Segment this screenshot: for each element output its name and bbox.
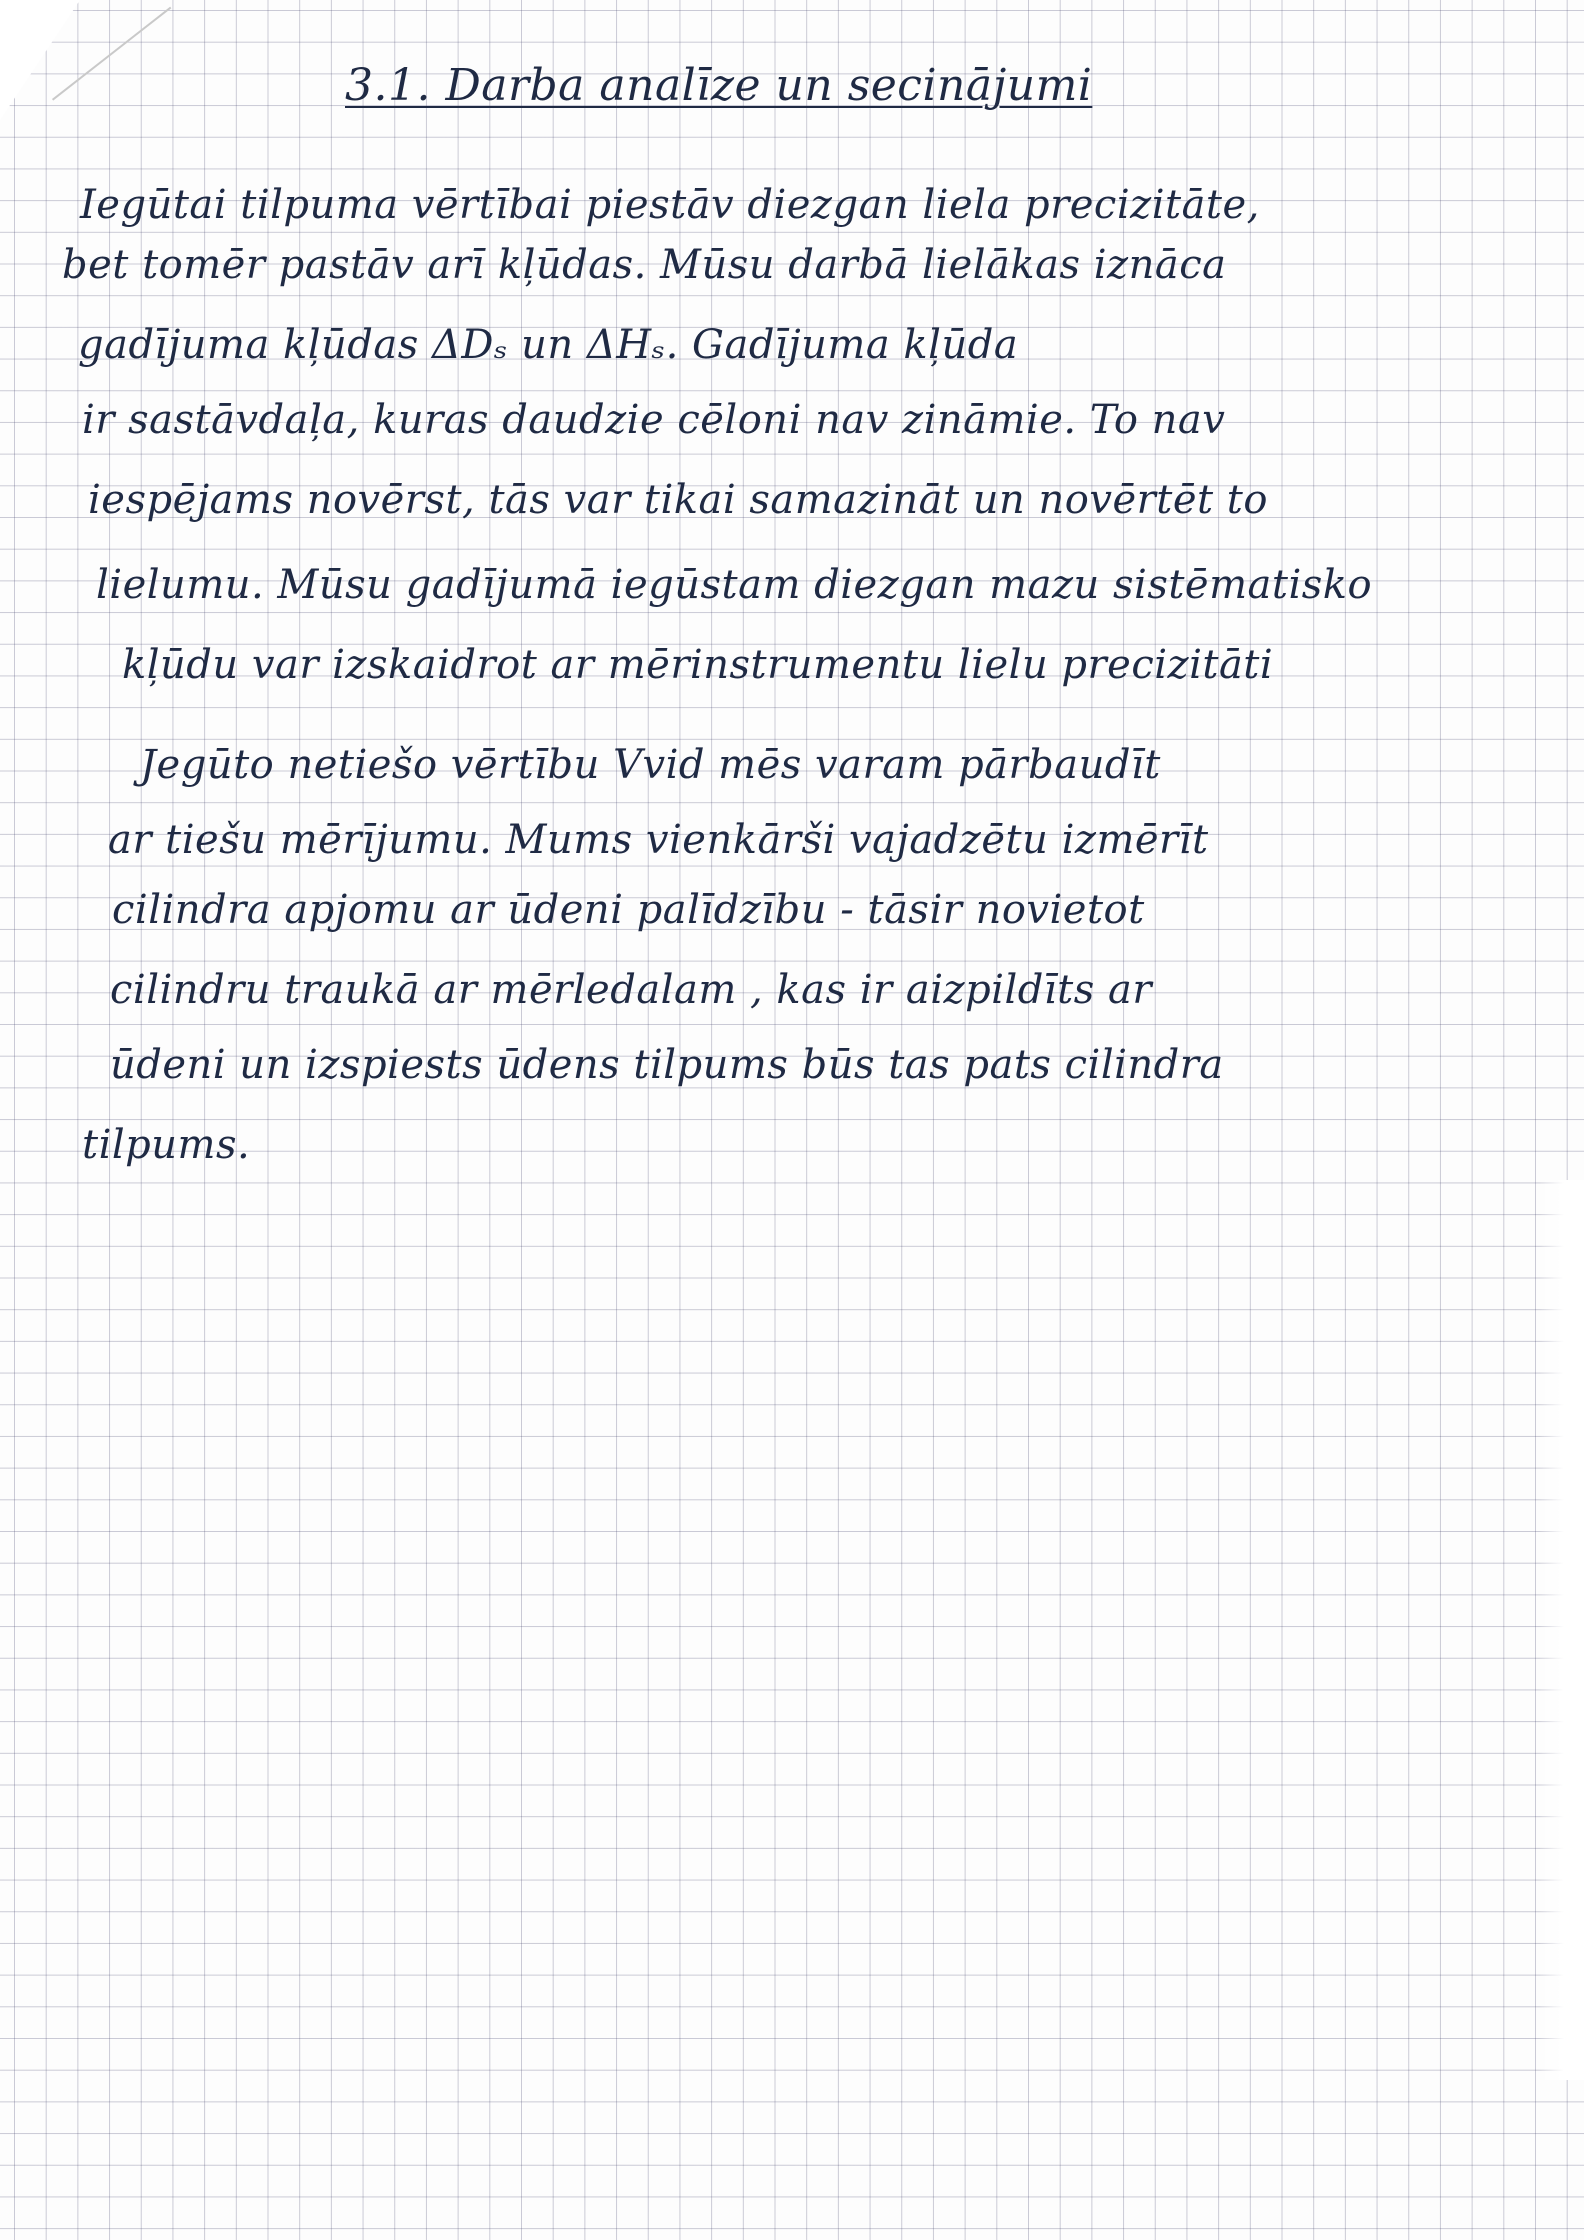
text-line: cilindru traukā ar mērledalam , kas ir aizpildīts ar bbox=[110, 967, 1152, 1013]
text-line: lielumu. Mūsu gadījumā iegūstam diezgan mazu sistēmatisko bbox=[96, 562, 1373, 608]
text-line: bet tomēr pastāv arī kļūdas. Mūsu darbā lielākas iznāca bbox=[62, 242, 1227, 288]
text-line: cilindra apjomu ar ūdeni palīdzību - tāsir novietot bbox=[112, 887, 1145, 933]
text-line: kļūdu var izskaidrot ar mērinstrumentu lielu precizitāti bbox=[122, 642, 1274, 688]
text-line: Iegūtai tilpuma vērtībai piestāv diezgan liela precizitāte, bbox=[80, 182, 1260, 228]
text-line: ūdeni un izspiests ūdens tilpums būs tas pats cilindra bbox=[110, 1042, 1224, 1088]
text-line: ir sastāvdaļa, kuras daudzie cēloni nav zināmie. To nav bbox=[82, 397, 1226, 443]
text-line: gadījuma kļūdas ΔDₛ un ΔHₛ. Gadījuma kļūda bbox=[78, 322, 1019, 368]
text-line: ar tiešu mērījumu. Mums vienkārši vajadzētu izmērīt bbox=[108, 817, 1209, 863]
page-title: 3.1. Darba analīze un secinājumi bbox=[345, 60, 1093, 111]
text-line: tilpums. bbox=[82, 1122, 251, 1168]
torn-right-edge bbox=[1539, 1180, 1584, 2080]
text-line: Jegūto netiešo vērtību Vvid mēs varam pārbaudīt bbox=[140, 742, 1161, 788]
folded-corner bbox=[0, 0, 80, 120]
text-line: iespējams novērst, tās var tikai samazināt un novērtēt to bbox=[88, 477, 1268, 523]
